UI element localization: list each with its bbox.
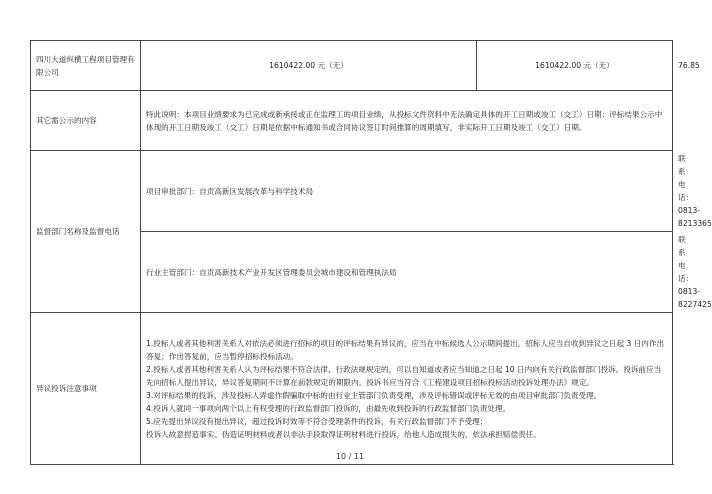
evaluated-price: 1610422.00 元（无）	[477, 41, 673, 91]
other-publicity-row	[31, 91, 673, 151]
objection-label: 异议投诉注意事项	[31, 313, 141, 465]
supervision-row-2: 行业主管部门：自贡高新技术产业开发区管理委员会城市建设和管理执法局 联系电话：0813-8227425	[31, 232, 673, 313]
supervision-label: 监督部门名称及监督电话	[31, 151, 141, 313]
other-publicity-text: 特此说明：本项目业绩要求为已完成或新承接或正在监理工的项目业绩，从投标文件资料中无法确定具体的开工日期或竣工（交工）日期；评标结果公示中体现的开工日期及竣工（交工）日期是依据中标通知书或合同协议签订时间推算的周期填写，非实际开工日期及竣工（交工）日期。	[141, 91, 673, 151]
bidder-row: 四川大道纵横工程项目管理有限公司 1610422.00 元（无） 1610422.00 元（无） 76.85	[31, 41, 673, 91]
bid-result-table	[30, 40, 712, 465]
objection-content	[141, 313, 673, 465]
objection-item-3: 3.对评标结果的投诉，涉及投标人弄虚作假骗取中标的由行业主管部门负责受理，涉及评标错误或评标无效的由项目审批部门负责受理。	[146, 390, 602, 400]
objection-item-1: 1.投标人或者其他利害关系人对依法必须进行招标的项目的评标结果有异议的，应当在中标候选人公示期间提出。招标人应当自收到异议之日起 3 日内作出答复；作出答复前，应当暂停招标投标活动。	[146, 338, 665, 361]
supervision-dept-1: 项目审批部门：自贡高新区发展改革与科学技术局	[141, 151, 673, 232]
objection-item-5: 5.应先提出异议没有提出异议，超过投诉时效等不符合受理条件的投诉，有关行政监督部门不予受理；	[146, 416, 488, 426]
supervision-row-1: 监督部门名称及监督电话 项目审批部门：自贡高新区发展改革与科学技术局 联系电话：0813-8213365	[31, 151, 673, 232]
objection-item-2: 2.投标人或者其他利害关系人认为评标结果不符合法律、行政法规规定的，可以自知道或者应当知道之日起 10 日内向有关行政监督部门投诉。投诉前应当先向招标人提出异议，异议答复期间不计算在前款规定的期限内。投诉书应当符合《工程建设项目招标投标活动投诉处理办法》规定。	[146, 364, 662, 387]
objection-item-4: 4.投诉人就同一事项向两个以上有权受理的行政监督部门投诉的，由最先收到投诉的行政监督部门负责处理。	[146, 403, 511, 413]
supervision-dept-2: 行业主管部门：自贡高新技术产业开发区管理委员会城市建设和管理执法局	[141, 232, 673, 313]
page-number: 10 / 11	[335, 452, 365, 461]
objection-row	[31, 313, 673, 465]
company-name: 四川大道纵横工程项目管理有限公司	[31, 41, 141, 91]
objection-item-6: 投诉人故意捏造事实、伪造证明材料或者以非法手段取得证明材料进行投诉，给他人造成损失的，依法承担赔偿责任。	[146, 429, 541, 439]
bid-price: 1610422.00 元（无）	[141, 41, 477, 91]
other-publicity-label: 其它需公示的内容	[31, 91, 141, 151]
